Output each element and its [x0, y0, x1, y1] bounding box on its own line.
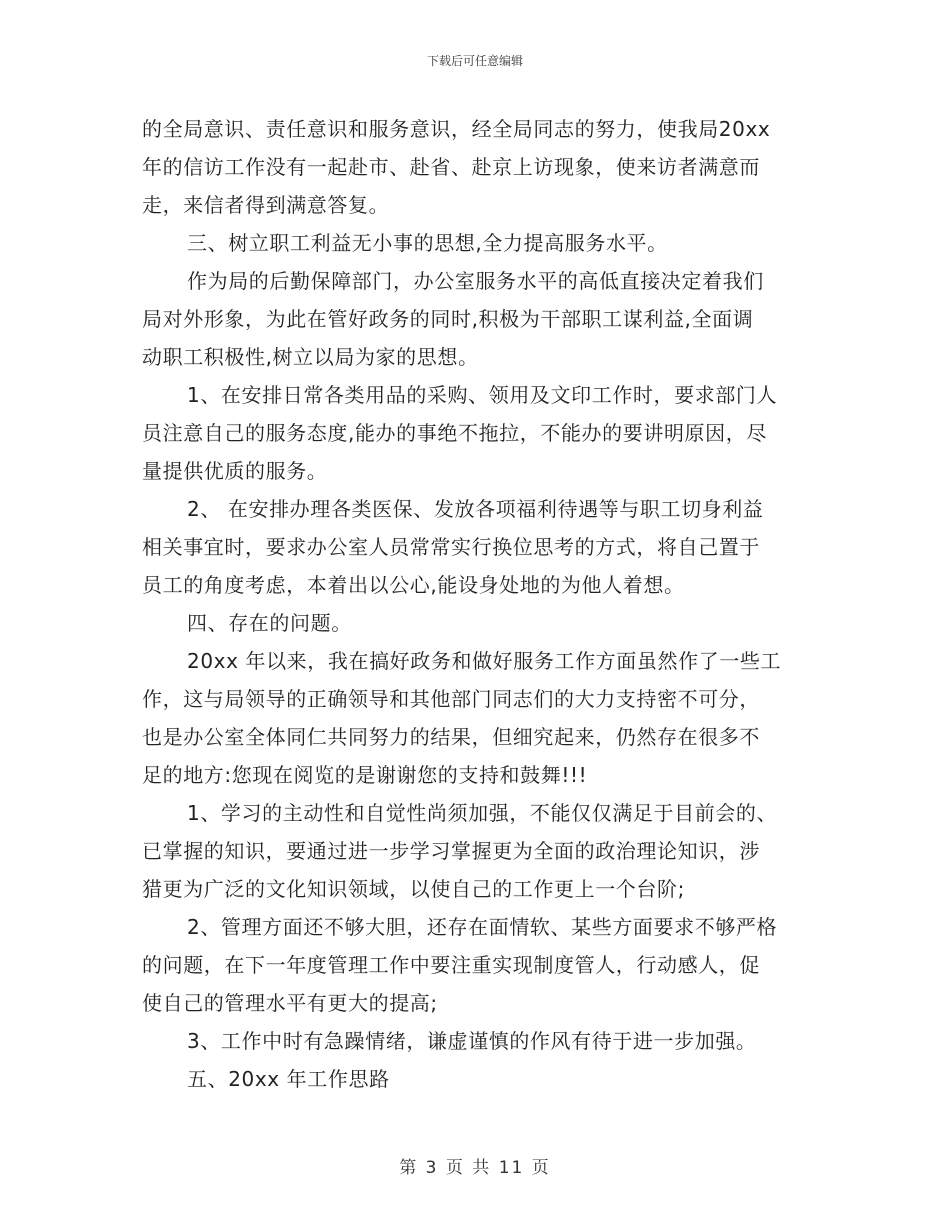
text-line: 作为局的后勤保障部门，办公室服务水平的高低直接决定着我们: [187, 269, 764, 293]
text-line: 三、树立职工利益无小事的思想,全力提高服务水平。: [187, 231, 668, 255]
text-line: 20xx 年以来，我在搞好政务和做好服务工作方面虽然作了一些工: [187, 649, 782, 673]
document-body: [142, 110, 812, 1098]
text-line: 猎更为广泛的文化知识领域，以使自己的工作更上一个台阶;: [142, 877, 685, 901]
text-line: 2、 在安排办理各类医保、发放各项福利待遇等与职工切身利益: [187, 497, 764, 521]
text-line: 员注意自己的服务态度,能办的事绝不拖拉，不能办的要讲明原因，尽: [142, 421, 767, 445]
page-footer: 第 3 页 共 11 页: [399, 1158, 551, 1178]
text-line: 也是办公室全体同仁共同努力的结果，但细究起来，仍然存在很多不: [142, 725, 760, 749]
text-line: 2、管理方面还不够大胆，还存在面情软、某些方面要求不够严格: [187, 915, 778, 939]
text-line: 使自己的管理水平有更大的提高;: [142, 991, 438, 1015]
text-line: 动职工积极性,树立以局为家的思想。: [142, 345, 479, 369]
text-line: 的问题，在下一年度管理工作中要注重实现制度管人，行动感人，促: [142, 953, 760, 977]
text-line: 作，这与局领导的正确领导和其他部门同志们的大力支持密不可分，: [142, 687, 760, 711]
text-line: 的全局意识、责任意识和服务意识，经全局同志的努力，使我局20xx: [142, 117, 771, 141]
text-line: 1、在安排日常各类用品的采购、领用及文印工作时，要求部门人: [187, 383, 778, 407]
page-header: 下载后可任意编辑: [426, 54, 523, 68]
text-line: 走，来信者得到满意答复。: [142, 193, 390, 217]
text-line: 已掌握的知识，要通过进一步学习掌握更为全面的政治理论知识，涉: [142, 839, 760, 863]
text-line: 四、存在的问题。: [187, 611, 352, 635]
text-line: 局对外形象，为此在管好政务的同时,积极为干部职工谋利益,全面调: [142, 307, 754, 331]
text-line: 量提供优质的服务。: [142, 459, 328, 483]
text-line: 足的地方:您现在阅览的是谢谢您的支持和鼓舞!!!: [142, 763, 588, 787]
text-line: 1、学习的主动性和自觉性尚须加强，不能仅仅满足于目前会的、: [187, 801, 778, 825]
text-line: 相关事宜时，要求办公室人员常常实行换位思考的方式，将自己置于: [142, 535, 760, 559]
text-line: 五、20xx 年工作思路: [187, 1067, 390, 1091]
text-line: 3、工作中时有急躁情绪，谦虚谨慎的作风有待于进一步加强。: [187, 1029, 757, 1053]
text-line: 员工的角度考虑，本着出以公心,能设身处地的为他人着想。: [142, 573, 685, 597]
text-line: 年的信访工作没有一起赴市、赴省、赴京上访现象，使来访者满意而: [142, 155, 760, 179]
